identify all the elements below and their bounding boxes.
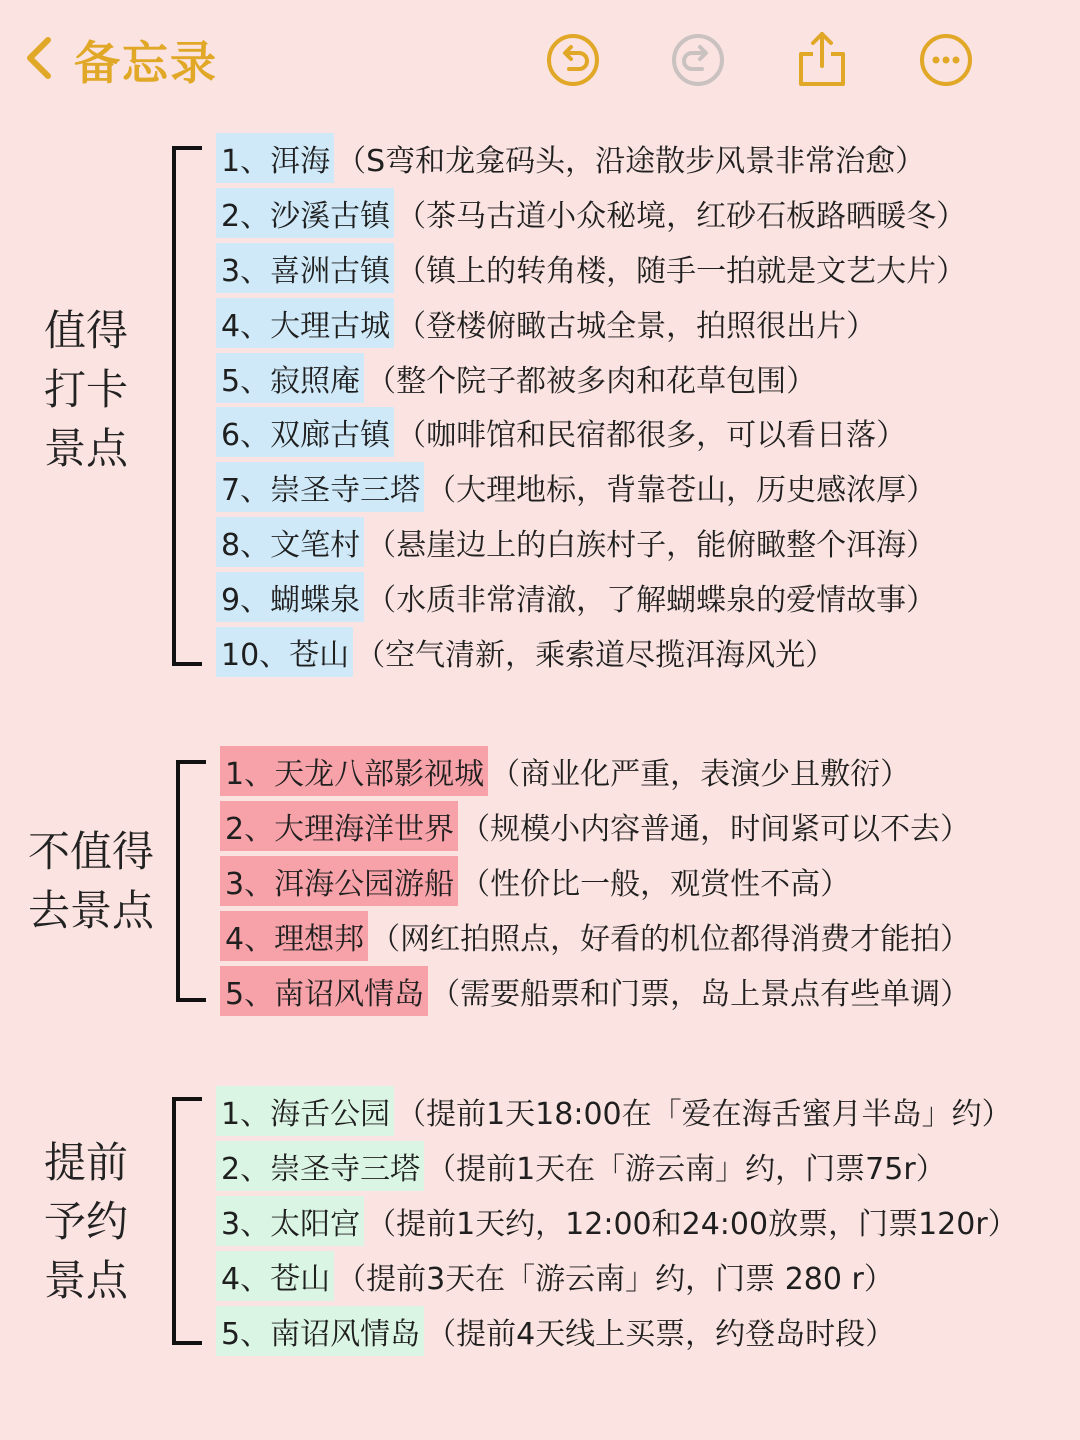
- label-line: 提前: [43, 1138, 128, 1187]
- section-label-not-worth: [24, 822, 158, 940]
- list-item: [216, 515, 966, 570]
- spot-name: 8、文笔村: [216, 517, 364, 567]
- spot-name: 2、沙溪古镇: [216, 188, 394, 238]
- spot-description: （整个院子都被多肉和花草包围）: [366, 363, 817, 399]
- spot-description: （网红拍照点，好看的机位都得消费才能拍）: [370, 921, 971, 957]
- label-line: 景点: [43, 424, 128, 473]
- list-item: [216, 1194, 1018, 1249]
- label-line: 值得: [43, 306, 128, 355]
- spot-description: （大理地标，背靠苍山，历史感浓厚）: [426, 473, 937, 509]
- spot-list-reserve: [216, 1084, 1018, 1358]
- list-item: [216, 295, 966, 350]
- list-item: [220, 963, 970, 1018]
- spot-description: （登楼俯瞰古城全景，拍照很出片）: [396, 308, 877, 344]
- spot-name: 4、苍山: [216, 1251, 334, 1301]
- list-item: [216, 624, 966, 679]
- spot-name: 2、大理海洋世界: [220, 801, 458, 851]
- spot-name: 2、崇圣寺三塔: [216, 1141, 424, 1191]
- list-item: [216, 405, 966, 460]
- spot-description: （咖啡馆和民宿都很多，可以看日落）: [396, 418, 907, 454]
- spot-name: 1、天龙八部影视城: [220, 746, 488, 796]
- section-label-worth: [40, 301, 132, 478]
- spot-list-not-worth: [220, 744, 970, 1018]
- spot-name: 4、大理古城: [216, 298, 394, 348]
- list-item: [220, 799, 970, 854]
- share-icon: [792, 75, 852, 94]
- undo-icon: [543, 75, 603, 94]
- spot-name: 9、蝴蝶泉: [216, 572, 364, 622]
- spot-description: （性价比一般，观赏性不高）: [460, 866, 851, 902]
- more-button[interactable]: [916, 30, 976, 90]
- spot-description: （提前4天线上买票，约登岛时段）: [426, 1316, 896, 1352]
- spot-name: 3、洱海公园游船: [220, 856, 458, 906]
- section-label-reserve: [40, 1133, 132, 1310]
- label-line: 景点: [43, 1256, 128, 1305]
- list-item: [216, 460, 966, 515]
- bracket: [172, 146, 202, 666]
- spot-name: 10、苍山: [216, 627, 353, 677]
- share-button[interactable]: [792, 30, 852, 90]
- more-icon: [916, 75, 976, 94]
- list-item: [216, 1139, 1018, 1194]
- label-line: 打卡: [43, 365, 128, 414]
- label-line: 不值得: [27, 827, 154, 876]
- spot-description: （提前1天18:00在「爱在海舌蜜月半岛」约）: [396, 1097, 1012, 1133]
- list-item: [216, 1248, 1018, 1303]
- back-label: 备忘录: [74, 36, 218, 90]
- spot-description: （规模小内容普通，时间紧可以不去）: [460, 812, 971, 848]
- undo-button[interactable]: [543, 30, 603, 90]
- spot-description: （镇上的转角楼，随手一拍就是文艺大片）: [396, 253, 967, 289]
- chevron-left-icon: [20, 34, 56, 86]
- spot-name: 3、太阳宫: [216, 1196, 364, 1246]
- spot-description: （茶马古道小众秘境，红砂石板路晒暖冬）: [396, 199, 967, 235]
- spot-name: 5、寂照庵: [216, 353, 364, 403]
- redo-button[interactable]: [668, 30, 728, 90]
- back-button[interactable]: [20, 28, 218, 92]
- toolbar: [0, 0, 1080, 120]
- spot-name: 5、南诏风情岛: [216, 1306, 424, 1356]
- bracket: [172, 1097, 202, 1345]
- spot-name: 6、双廊古镇: [216, 407, 394, 457]
- spot-name: 1、海舌公园: [216, 1086, 394, 1136]
- list-item: [216, 186, 966, 241]
- spot-name: 1、洱海: [216, 133, 334, 183]
- spot-description: （悬崖边上的白族村子，能俯瞰整个洱海）: [366, 527, 937, 563]
- list-item: [216, 1303, 1018, 1358]
- spot-description: （商业化严重，表演少且敷衍）: [490, 757, 911, 793]
- list-item: [216, 241, 966, 296]
- spot-description: （提前3天在「游云南」约，门票 280 r）: [336, 1261, 894, 1297]
- spot-description: （空气清新，乘索道尽揽洱海风光）: [355, 637, 836, 673]
- list-item: [216, 131, 966, 186]
- spot-list-worth: [216, 131, 966, 679]
- spot-name: 3、喜洲古镇: [216, 243, 394, 293]
- spot-description: （S弯和龙龛码头，沿途散步风景非常治愈）: [336, 144, 926, 180]
- spot-description: （提前1天在「游云南」约，门票75r）: [426, 1152, 946, 1188]
- list-item: [216, 350, 966, 405]
- label-line: 予约: [43, 1197, 128, 1246]
- list-item: [216, 1084, 1018, 1139]
- list-item: [216, 569, 966, 624]
- spot-description: （提前1天约，12:00和24:00放票，门票120r）: [366, 1206, 1018, 1242]
- spot-description: （需要船票和门票，岛上景点有些单调）: [430, 976, 971, 1012]
- list-item: [220, 908, 970, 963]
- redo-icon: [668, 75, 728, 94]
- spot-name: 4、理想邦: [220, 911, 368, 961]
- bracket: [176, 760, 206, 1002]
- label-line: 去景点: [27, 886, 154, 935]
- list-item: [220, 854, 970, 909]
- list-item: [220, 744, 970, 799]
- spot-description: （水质非常清澈，了解蝴蝶泉的爱情故事）: [366, 582, 937, 618]
- spot-name: 7、崇圣寺三塔: [216, 462, 424, 512]
- spot-name: 5、南诏风情岛: [220, 966, 428, 1016]
